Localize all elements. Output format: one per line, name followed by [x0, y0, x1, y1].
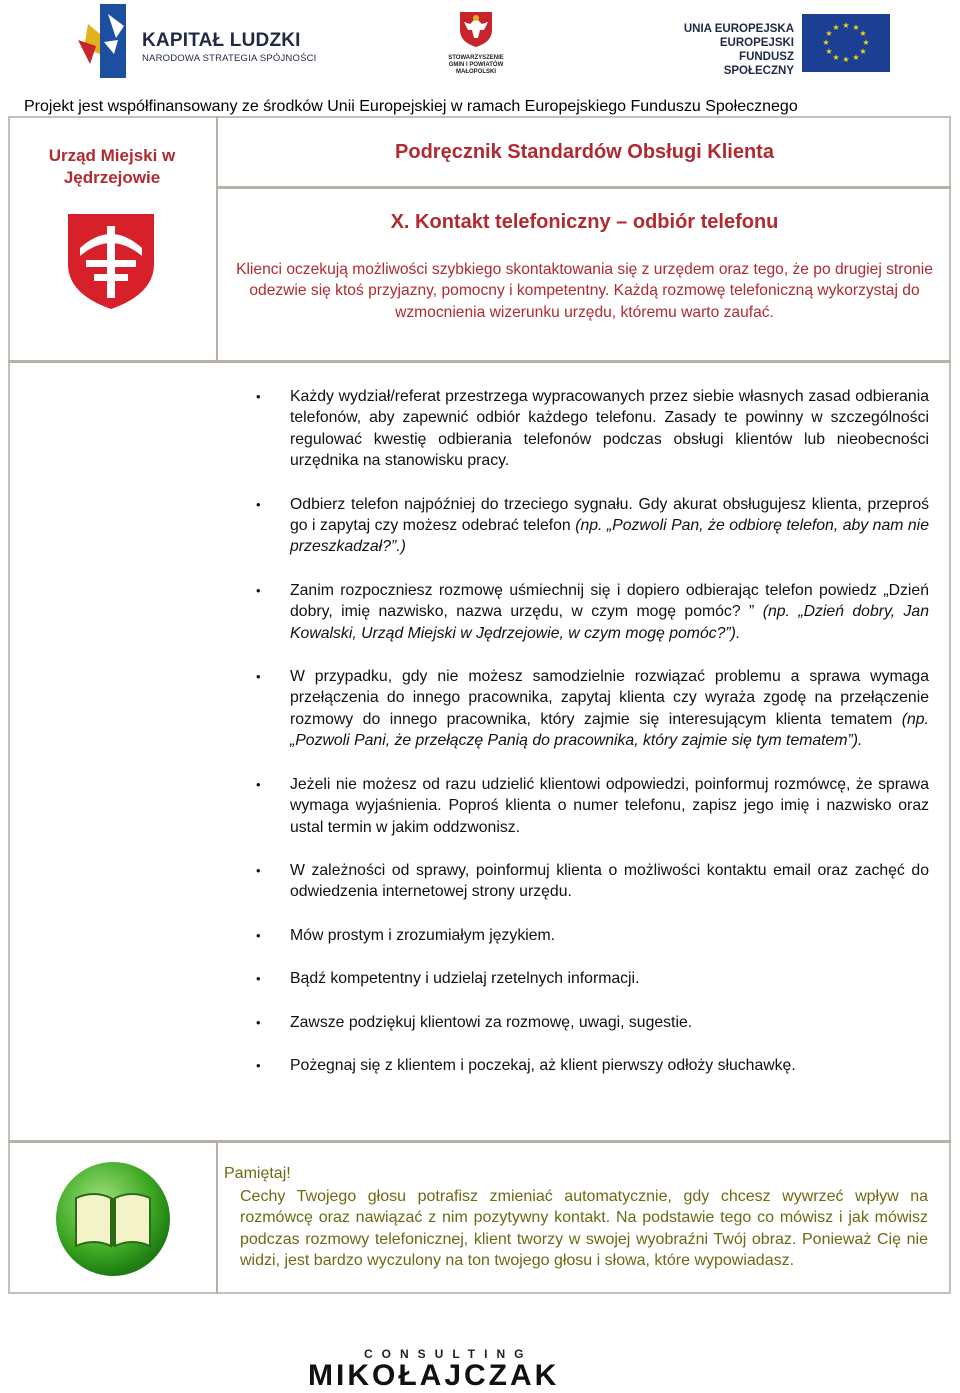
list-item: [252, 494, 929, 558]
eu-line-3: FUNDUSZ SPOŁECZNY: [723, 51, 794, 77]
svg-text:★: ★: [822, 38, 830, 47]
list-item-text: Zawsze podziękuj klientowi za rozmowę, uwagi, sugestie.: [290, 1013, 693, 1031]
list-item: [252, 580, 929, 644]
remember-top-divider: [8, 1140, 951, 1143]
association-logo: [440, 10, 512, 74]
handbook-title: Podręcznik Standardów Obsługi Klienta: [395, 141, 774, 163]
svg-text:★: ★: [842, 55, 850, 64]
eu-logo: [670, 14, 892, 77]
list-item: [252, 968, 929, 989]
list-item-text: Jeżeli nie możesz od razu udzielić klientowi odpowiedzi, poinformuj rozmówcę, że sprawa wymaga wyjaśnienia. Poproś klienta o numer telefonu, zapisz jego imię i nazwisko oraz ustal termin w jakim oddzwonisz.: [290, 775, 929, 836]
association-line-1: STOWARZYSZENIE: [448, 55, 504, 61]
svg-text:★: ★: [842, 21, 850, 30]
list-item-text: Pożegnaj się z klientem i poczekaj, aż klient pierwszy odłoży słuchawkę.: [290, 1056, 796, 1074]
eu-line-2: EUROPEJSKI: [719, 37, 794, 49]
list-item-text: Odbierz telefon najpóźniej do trzeciego sygnału. Gdy akurat obsługujesz klienta, przeproś go i zapytaj czy możesz odebrać telefon: [290, 495, 929, 535]
list-item-text: W zależności od sprawy, poinformuj klienta o możliwości kontaktu email oraz zachęć do odwiedzenia internetowej strony urzędu.: [290, 861, 929, 901]
list-item: [252, 774, 929, 838]
open-book-icon: [54, 1160, 172, 1278]
kapital-ludzki-emblem-icon: [78, 4, 138, 82]
header-bottom-divider: [8, 360, 951, 363]
section-title: X. Kontakt telefoniczny – odbiór telefonu: [390, 211, 779, 233]
guidelines-list: [252, 386, 929, 1098]
coat-of-arms-shield-icon: [66, 212, 156, 310]
list-item-text: Mów prostym i zrozumiałym językiem.: [290, 926, 556, 944]
kapital-ludzki-title: KAPITAŁ LUDZKI: [142, 30, 301, 51]
office-name: Urząd Miejski w Jędrzejowie: [48, 146, 176, 187]
svg-text:★: ★: [859, 47, 867, 56]
list-item: [252, 925, 929, 946]
svg-text:★: ★: [852, 23, 860, 32]
svg-text:★: ★: [862, 38, 870, 47]
svg-text:★: ★: [852, 53, 860, 62]
list-item: [252, 1012, 929, 1033]
remember-title: Pamiętaj!: [224, 1165, 291, 1182]
kapital-ludzki-logo: [78, 4, 318, 82]
list-item-text: Zanim rozpoczniesz rozmowę uśmiechnij się i dopiero odbierając telefon powiedz „Dzień dobry, imię nazwisko, nazwa urzędu, w czym mogę pomóc? ”: [290, 581, 929, 621]
svg-text:★: ★: [825, 29, 833, 38]
project-cofinancing-line: Projekt jest współfinansowany ze środków Unii Europejskiej w ramach Europejskiego Funduszu Społecznego: [24, 98, 798, 115]
mikolajczak-label: MIKOŁAJCZAK: [308, 1359, 560, 1392]
svg-text:★: ★: [859, 29, 867, 38]
association-line-3: MAŁOPOLSKI: [456, 69, 496, 75]
list-item: [252, 860, 929, 903]
list-item: [252, 1055, 929, 1076]
svg-text:★: ★: [832, 23, 840, 32]
list-item-example: (np. „Pozwoli Pan, że odbiorę telefon, aby nam nie przeszkadzał?”.): [290, 517, 929, 556]
remember-column-divider: [216, 1142, 218, 1294]
list-item-text: Bądź kompetentny i udzielaj rzetelnych informacji.: [290, 970, 640, 988]
list-item: [252, 666, 929, 752]
remember-body: Cechy Twojego głosu potrafisz zmieniać automatycznie, gdy chcesz wywrzeć wpływ na rozmówcę oraz nawiązać z nim pozytywny kontakt. Na podstawie tego co mówisz i jak mówisz podczas rozmowy telefonicznej, klient tworzy w swojej wyobraźni Twój obraz. Ponieważ Cię nie widzi, jest bardzo wyczulony na ton twojego głosu i słowa, które wypowiadasz.: [240, 1188, 928, 1270]
list-item-text: Każdy wydział/referat przestrzega wypracowanych przez siebie własnych zasad odbierania telefonów, aby zapewnić odbiór każdego telefonu. Zasady te powinny w szczególności regulować kwestię odbierania telefonów podczas obsługi klientów lub nieobecności urzędnika na stanowisku pracy.: [290, 388, 929, 470]
svg-text:★: ★: [825, 47, 833, 56]
list-item-text: W przypadku, gdy nie możesz samodzielnie rozwiązać problemu a sprawa wymaga przełączenia do innego pracownika, zapytaj klienta czy wyraża zgodę na przełączenie rozmowy do innego pracownika, który zajmie się interesującym klienta tematem: [290, 668, 929, 728]
list-item: [252, 386, 929, 472]
eu-flag-icon: [802, 14, 890, 72]
kapital-ludzki-subtitle: NARODOWA STRATEGIA SPÓJNOŚCI: [142, 53, 317, 64]
list-item-example: (np. „Pozwoli Pani, że przełączę Panią do pracownika, który zajmie się tym tematem”).: [290, 710, 929, 750]
mikolajczak-consulting-logo: [306, 1345, 632, 1393]
eagle-crest-logo-icon: [456, 10, 496, 48]
list-item-example: (np. „Dzień dobry, Jan Kowalski, Urząd Miejski w Jędrzejowie, w czym mogę pomóc?”).: [290, 603, 929, 642]
association-line-2: GMIN I POWIATÓW: [448, 62, 504, 68]
intro-paragraph: Klienci oczekują możliwości szybkiego skontaktowania się z urzędem oraz tego, że po drugiej stronie odezwie się ktoś przyjazny, pomocny i kompetentny. Każdą rozmowę telefoniczną wykorzystaj do wzmocnienia wizerunku urzędu, któremu warto zaufać.: [236, 261, 933, 321]
svg-text:★: ★: [832, 53, 840, 62]
eu-line-1: UNIA EUROPEJSKA: [683, 23, 794, 35]
title-divider: [218, 186, 951, 189]
consulting-label: CONSULTING: [364, 1347, 533, 1361]
